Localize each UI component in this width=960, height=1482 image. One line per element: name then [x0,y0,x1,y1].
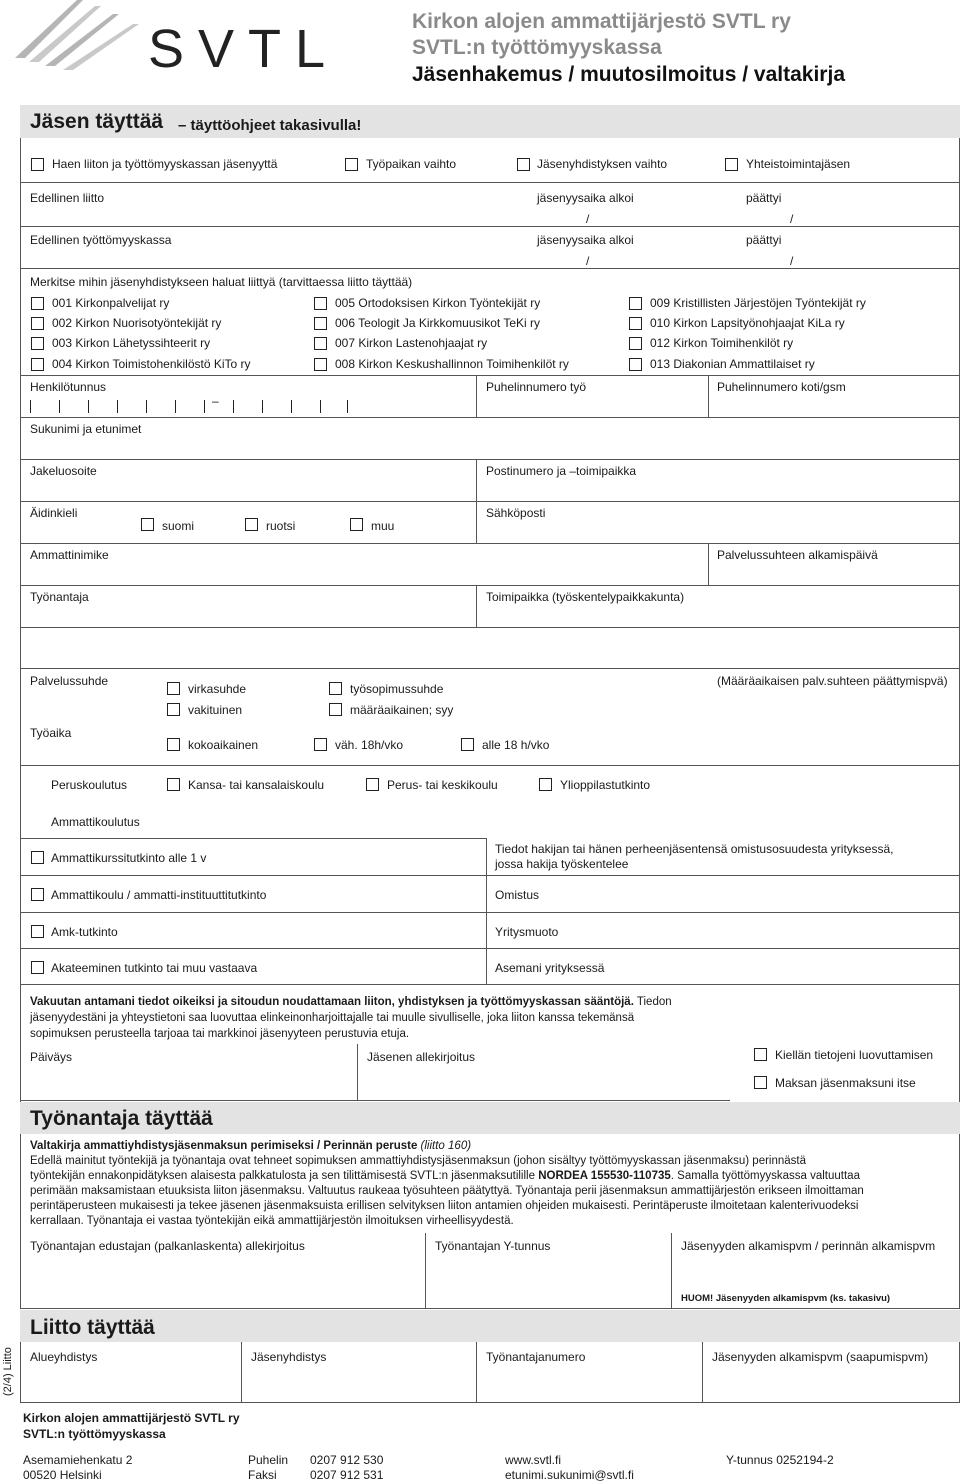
union-field: Jäsenyyden alkamispvm (saapumispvm) [712,1350,929,1364]
logo-text: SVTL [148,19,340,79]
date-label: Päiväys [30,1050,73,1064]
declaration-line2: jäsenyydestäni ja yhteystietoni saa luovuttaa elinkeinonharjoittajalle tai muulle sivulliselle, joka liiton kanssa tekemänsä [30,1012,635,1024]
footer-web[interactable]: www.svtl.fi [505,1453,562,1467]
lang-option: ruotsi [266,519,296,533]
date-slash: / [790,254,794,268]
email-label: Sähköposti [486,506,546,520]
deny-disclosure-label: Kiellän tietojeni luovuttamisen [775,1048,934,1062]
ownership-info-line1: Tiedot hakijan tai hänen perheenjäsentensä omistusosuudesta yrityksessä, [495,842,894,856]
assoc-option: 004 Kirkon Toimistohenkilöstö KiTo ry [52,357,251,371]
page-side-label: (2/4) Liitto [2,1347,14,1396]
checkbox-assoc-001[interactable] [31,297,44,310]
service-start-label: Palvelussuhteen alkamispäivä [717,548,878,562]
divider [20,984,960,985]
basic-option: Kansa- tai kansalaiskoulu [188,778,325,792]
checkbox-assoc-003[interactable] [31,337,44,350]
divider [20,268,960,269]
union-field: Työnantajanumero [486,1350,586,1364]
checkbox-assoc-004[interactable] [31,358,44,371]
checkbox-assoc-005[interactable] [314,297,327,310]
pay-myself-label: Maksan jäsenmaksuni itse [775,1076,916,1090]
checkbox-vocational-course[interactable] [31,851,44,864]
basic-option: Perus- tai keskikoulu [387,778,498,792]
union-field: Alueyhdistys [30,1350,98,1364]
divider [20,182,960,183]
checkbox-min-18h[interactable] [314,738,327,751]
lang-option: suomi [162,519,195,533]
divider [20,375,960,376]
ssn-input[interactable] [28,394,358,414]
checkbox-assoc-009[interactable] [629,297,642,310]
footer-city: 00520 Helsinki [23,1468,102,1482]
divider [357,1044,358,1100]
postal-label: Postinumero ja –toimipaikka [486,464,637,478]
date-slash: / [790,212,794,226]
signature-label: Jäsenen allekirjoitus [367,1050,476,1064]
footer-fax: 0207 912 531 [310,1468,384,1482]
divider [20,459,960,460]
checkbox-assoc-007[interactable] [314,337,327,350]
mandate-text-part: . Samalla työttömyyskassa valtuuttaa [670,1170,860,1182]
checkbox-fixed-term[interactable] [329,703,342,716]
divider [20,1402,960,1403]
fund-title: SVTL:n työttömyyskassa [412,36,662,59]
employer-id-label: Työnantajan Y-tunnus [435,1239,551,1253]
footer-org: Kirkon alojen ammattijärjestö SVTL ry [23,1411,240,1425]
prev-fund-label: Edellinen työttömyyskassa [30,233,172,247]
checkbox-middle-school[interactable] [366,778,379,791]
checkbox-lang-finnish[interactable] [141,518,154,531]
footer-fax-label: Faksi [248,1468,277,1482]
checkbox-assoc-002[interactable] [31,317,44,330]
mandate-text-part: työntekijän ennakonpidätyksen alaisesta palkkatulosta ja sen tilittämisestä SVTL:n jäsenmaksutilille [30,1170,535,1182]
footer-phone: 0207 912 530 [310,1453,384,1467]
basic-option: Ylioppilastutkinto [560,778,651,792]
checkbox-public-office[interactable] [167,682,180,695]
prev-fund-end-label: päättyi [746,233,782,247]
checkbox-under-18h[interactable] [461,738,474,751]
checkbox-assoc-012[interactable] [629,337,642,350]
mandate-text [30,1169,860,1184]
checkbox-deny-disclosure[interactable] [754,1048,767,1061]
divider [476,1342,477,1402]
vocational-label: Ammattikoulutus [51,815,140,829]
checkbox-amk[interactable] [31,925,44,938]
mandate-text: perimään maksamistaan etuuksista liiton jäsenmaksu. Valtuutus raukeaa työsuhteen päätyttyä. Työnantaja perii jäsenmaksun ammattijärjestön erikseen ilmoittaman [30,1185,864,1197]
footer-business-id: Y-tunnus 0252194-2 [726,1453,834,1467]
prev-fund-start-label: jäsenyysaika alkoi [537,233,634,247]
checkbox-assoc-006[interactable] [314,317,327,330]
checkbox-lang-other[interactable] [350,518,363,531]
rep-signature-label: Työnantajan edustajan (palkanlaskenta) allekirjoitus [30,1239,305,1253]
checkbox-assoc-010[interactable] [629,317,642,330]
employment-option: määräaikainen; syy [350,703,454,717]
option-job-change: Työpaikan vaihto [366,157,457,171]
divider [20,765,960,766]
name-label: Sukunimi ja etunimet [30,422,142,436]
address-label: Jakeluosoite [30,464,97,478]
ownership-field: Omistus [495,888,540,902]
divider [20,948,960,949]
union-section-heading: Liitto täyttää [30,1316,155,1339]
lang-option: muu [371,519,395,533]
option-new-member: Haen liiton ja työttömyyskassan jäsenyyttä [52,157,278,171]
working-time-option: alle 18 h/vko [482,738,550,752]
divider [476,375,477,417]
checkbox-full-time[interactable] [167,738,180,751]
svtl-logo-mark [15,0,145,72]
divider [708,543,709,585]
option-cooperation-member: Yhteistoimintajäsen [746,157,851,171]
fixed-term-end-label: (Määräaikaisen palv.suhteen päättymispvä) [717,674,948,688]
member-section-heading: Jäsen täyttää [30,110,164,133]
divider [20,1308,960,1309]
prev-union-start-label: jäsenyysaika alkoi [537,191,634,205]
assoc-option: 007 Kirkon Lastenohjaajat ry [335,336,488,350]
assoc-option: 012 Kirkon Toimihenkilöt ry [650,336,794,350]
signature-line [20,1100,730,1101]
vocational-option: Ammattikoulu / ammatti-instituuttitutkinto [51,888,267,902]
mandate-text: kerrallaan. Työnantaja ei vastaa työntekijän eikä ammattijärjestön ilmoituksen virheellisyydestä. [30,1215,514,1227]
member-section-note: – täyttöohjeet takasivulla! [178,117,362,134]
divider [20,668,960,669]
assoc-option: 010 Kirkon Lapsityönohjaajat KiLa ry [650,316,845,330]
divider [20,585,960,586]
org-title: Kirkon alojen ammattijärjestö SVTL ry [412,10,791,33]
checkbox-cooperation-member[interactable] [725,158,738,171]
assoc-option: 003 Kirkon Lähetyssihteerit ry [52,336,211,350]
checkbox-assoc-008[interactable] [314,358,327,371]
footer-email[interactable]: etunimi.sukunimi@svtl.fi [505,1468,634,1482]
declaration-line3: sopimuksen perusteella tarjoaa tai markkinoi jäsenyyteen perustuvia etuja. [30,1028,410,1040]
divider [486,838,487,984]
checkbox-association-change[interactable] [517,158,530,171]
checkbox-basic-school[interactable] [167,778,180,791]
divider [20,627,960,628]
mandate-title-italic: (liitto 160) [420,1140,472,1152]
union-section-band [20,1310,960,1342]
divider [20,226,960,227]
membership-start-note: HUOM! Jäsenyyden alkamispvm (ks. takasivu) [681,1293,891,1304]
declaration-text: Tiedon [636,996,672,1008]
assoc-option: 009 Kristillisten Järjestöjen Työntekijät ry [650,296,866,310]
form-title: Jäsenhakemus / muutosilmoitus / valtakirja [412,63,845,86]
assoc-option: 008 Kirkon Keskushallinnon Toimihenkilöt ry [335,357,569,371]
employer-section-heading: Työnantaja täyttää [30,1107,213,1130]
assoc-option: 006 Teologit Ja Kirkkomuusikot TeKi ry [335,316,540,330]
checkbox-lang-swedish[interactable] [245,518,258,531]
phone-work-label: Puhelinnumero työ [486,380,587,394]
employment-option: vakituinen [188,703,243,717]
divider [425,1233,426,1308]
divider [702,1342,703,1402]
ssn-dash: – [212,394,219,408]
divider [671,1233,672,1308]
divider [241,1342,242,1402]
assoc-option: 001 Kirkonpalvelijat ry [52,296,170,310]
checkbox-matriculation[interactable] [539,778,552,791]
divider [20,501,960,502]
union-field: Jäsenyhdistys [251,1350,327,1364]
basic-education-label: Peruskoulutus [51,778,128,792]
job-title-label: Ammattinimike [30,548,109,562]
mandate-title [30,1139,471,1154]
vocational-option: Akateeminen tutkinto tai muu vastaava [51,961,258,975]
checkbox-job-change[interactable] [345,158,358,171]
declaration-line1 [30,995,930,1010]
ownership-info-line2: jossa hakija työskentelee [495,857,629,871]
prev-union-end-label: päättyi [746,191,782,205]
working-time-option: kokoaikainen [188,738,259,752]
mandate-text: perintäperusteen mukaisesti ja tekee jäsenen jäsenmaksuista erillisen selvityksen liiton antamien ohjeiden mukaisesti. Perintäperuste ilmoitetaan kalenterivuodeksi [30,1200,859,1212]
checkbox-employment-contract[interactable] [329,682,342,695]
footer-fund: SVTL:n työttömyyskassa [23,1427,166,1441]
employment-option: työsopimussuhde [350,682,444,696]
divider [708,375,709,417]
divider [476,585,477,627]
assoc-option: 002 Kirkon Nuorisotyöntekijät ry [52,316,222,330]
footer-street: Asemamiehenkatu 2 [23,1453,133,1467]
working-time-option: väh. 18h/vko [335,738,404,752]
date-slash: / [586,212,590,226]
assoc-option: 005 Ortodoksisen Kirkon Työntekijät ry [335,296,541,310]
divider [20,912,960,913]
footer-phone-label: Puhelin [248,1453,289,1467]
language-label: Äidinkieli [30,506,78,520]
mandate-title-bold: Valtakirja ammattiyhdistysjäsenmaksun perimiseksi / Perinnän peruste [30,1140,418,1152]
phone-home-label: Puhelinnumero koti/gsm [717,380,846,394]
divider [20,417,960,418]
option-association-change: Jäsenyhdistyksen vaihto [537,157,668,171]
divider [20,1342,21,1402]
membership-start-label: Jäsenyyden alkamispvm / perinnän alkamispvm [681,1239,936,1253]
mandate-text: Edellä mainitut työntekijä ja työnantaja ovat tehneet sopimuksen ammattiyhdistysjäsenmaksun (johon sisältyy työttömyyskassan jäsenmaksu) perinnästä [30,1155,806,1167]
company-form-field: Yritysmuoto [495,925,559,939]
date-slash: / [586,254,590,268]
divider [20,875,960,876]
assoc-option: 013 Diakonian Ammattilaiset ry [650,357,815,371]
checkbox-permanent[interactable] [167,703,180,716]
checkbox-vocational-school[interactable] [31,888,44,901]
checkbox-academic[interactable] [31,961,44,974]
employer-label: Työnantaja [30,590,89,604]
employment-label: Palvelussuhde [30,674,109,688]
ssn-label: Henkilötunnus [30,380,107,394]
checkbox-pay-myself[interactable] [754,1076,767,1089]
workplace-label: Toimipaikka (työskentelypaikkakunta) [486,590,685,604]
vocational-option: Amk-tutkinto [51,925,118,939]
employment-option: virkasuhde [188,682,247,696]
vocational-option: Ammattikurssitutkinto alle 1 v [51,851,207,865]
checkbox-new-member[interactable] [31,158,44,171]
association-prompt: Merkitse mihin jäsenyhdistykseen haluat liittyä (tarvittaessa liitto täyttää) [30,275,413,289]
prev-union-label: Edellinen liitto [30,191,105,205]
bank-account: NORDEA 155530-110735 [538,1170,671,1182]
company-position-field: Asemani yrityksessä [495,961,605,975]
divider [20,543,960,544]
declaration-bold: Vakuutan antamani tiedot oikeiksi ja sitoudun noudattamaan liiton, yhdistyksen ja työttömyyskassan sääntöjä. [30,996,634,1008]
checkbox-assoc-013[interactable] [629,358,642,371]
working-time-label: Työaika [30,726,72,740]
divider [20,838,486,839]
